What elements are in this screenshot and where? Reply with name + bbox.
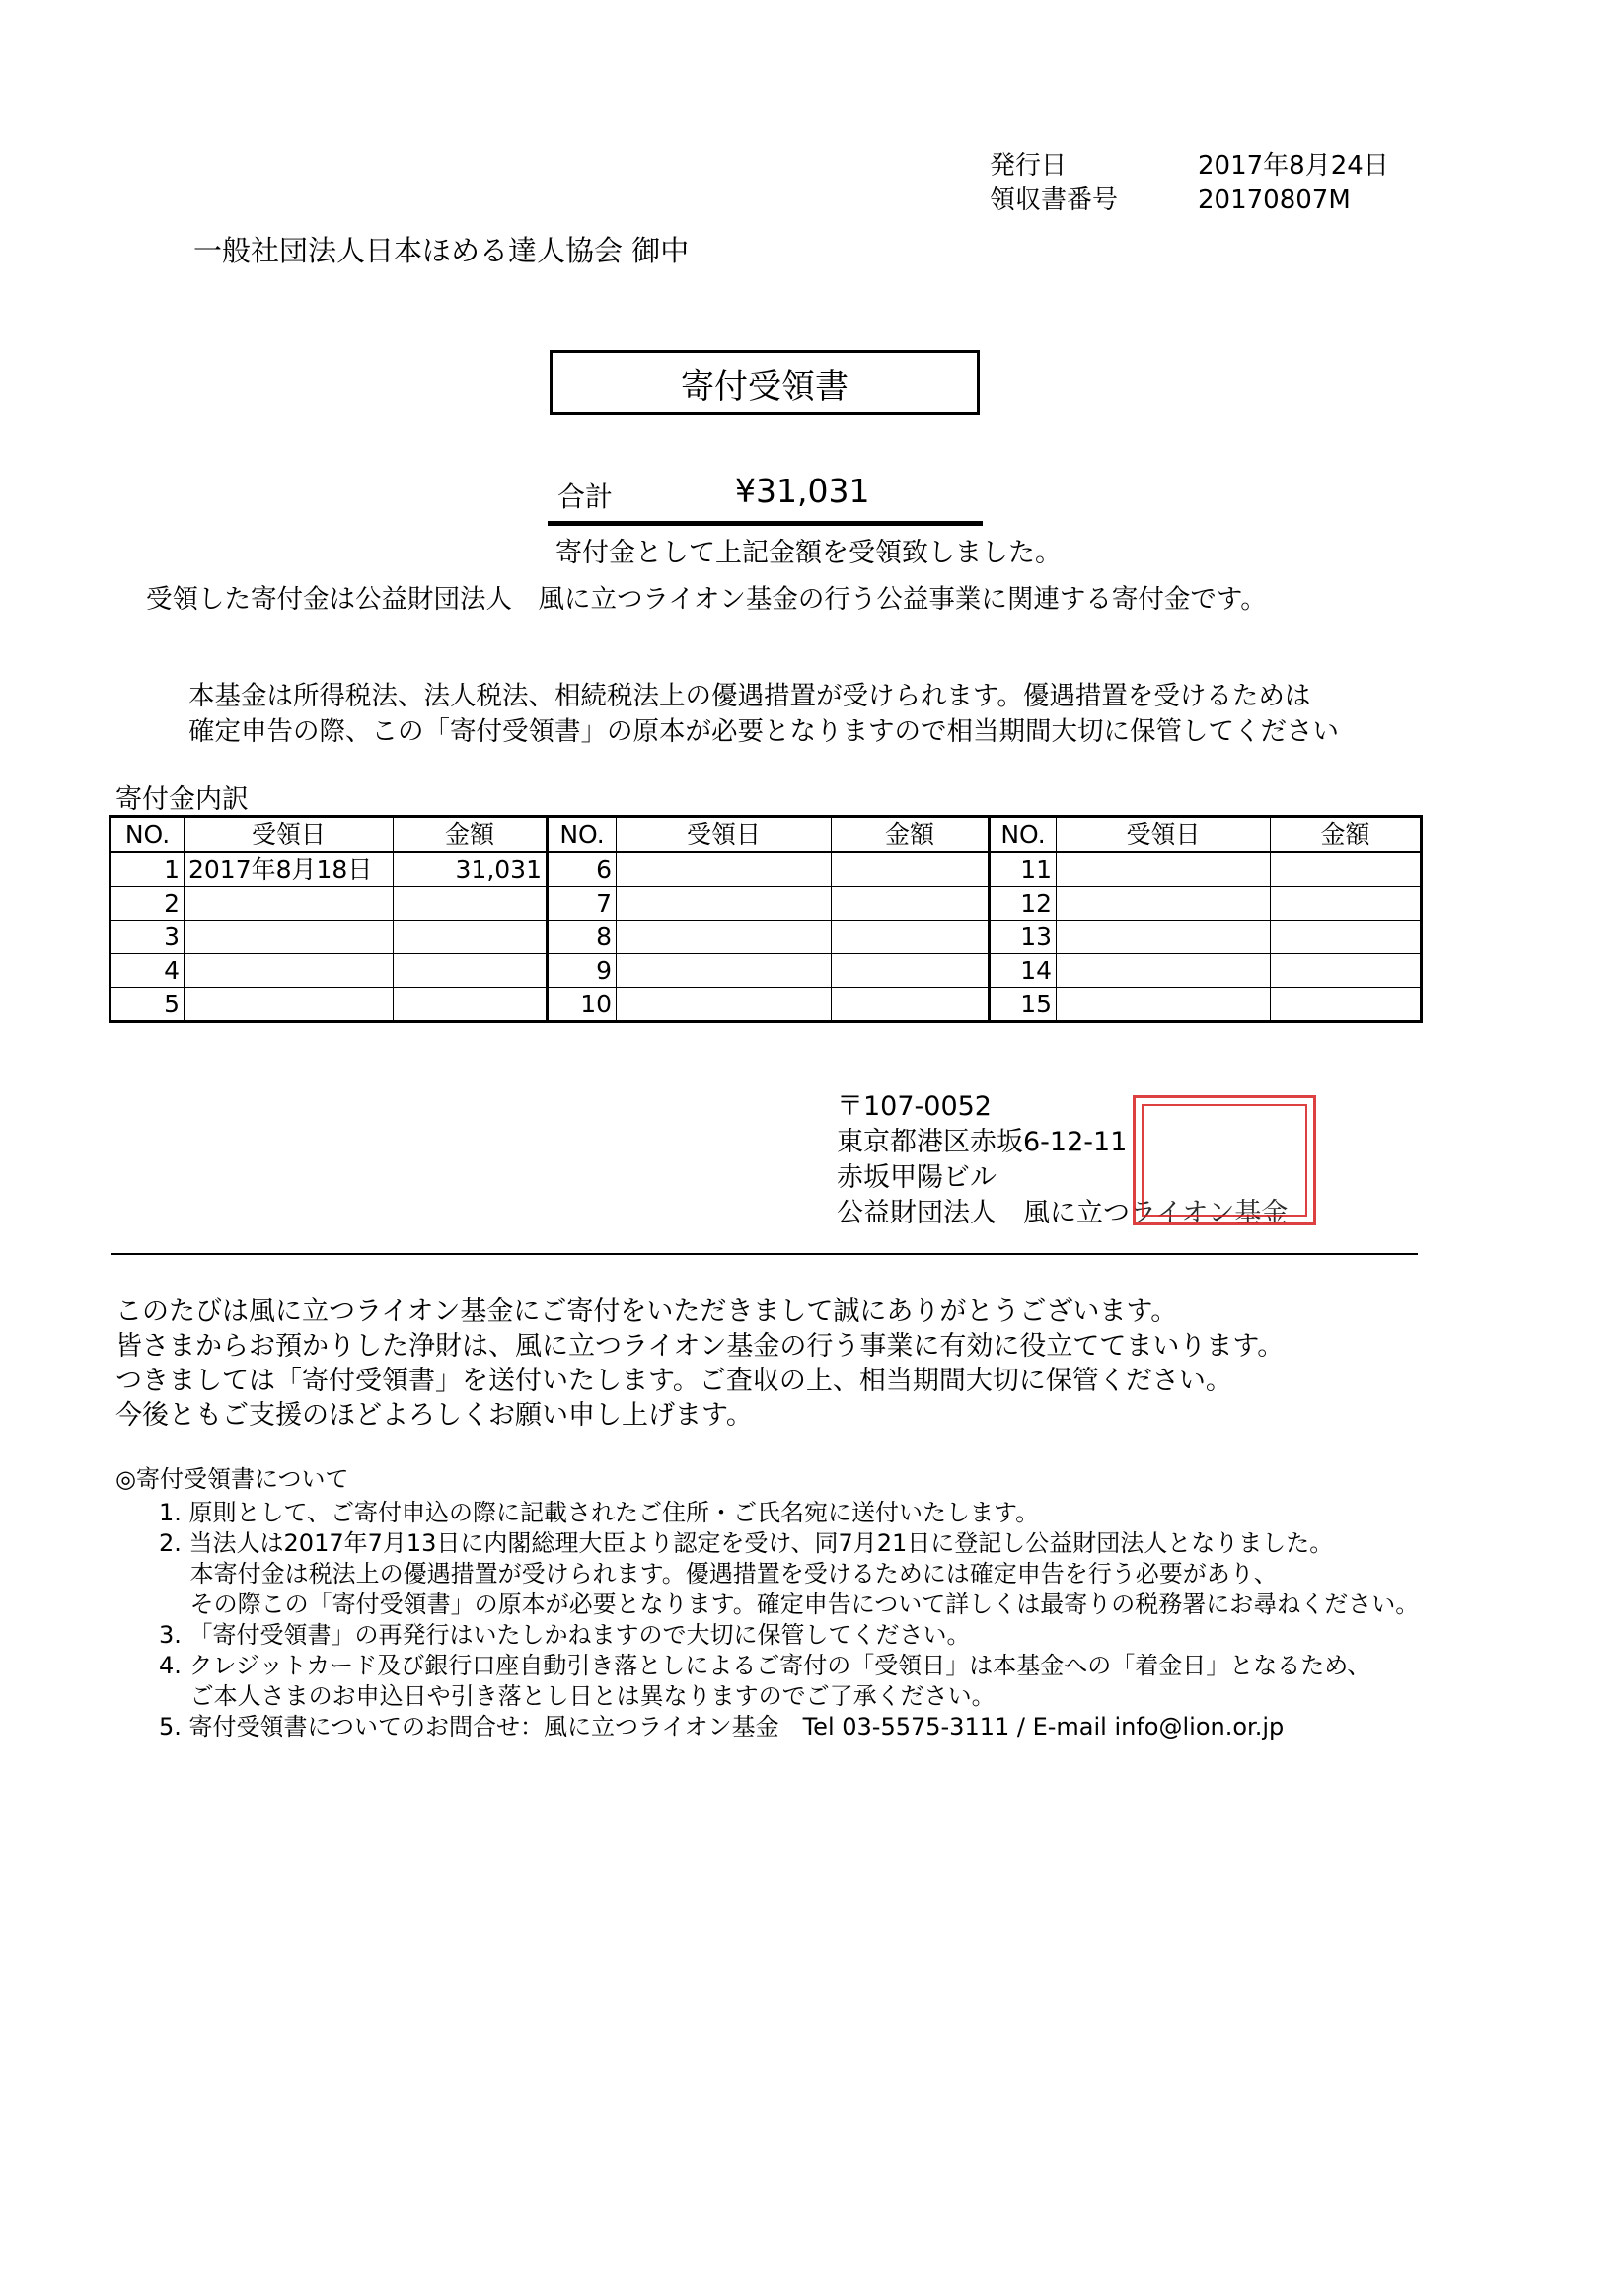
table-row bbox=[111, 988, 1422, 1022]
issuer-postal: 〒107-0052 bbox=[837, 1091, 992, 1122]
row-date bbox=[1057, 921, 1271, 954]
breakdown-header-row bbox=[111, 817, 1422, 852]
table-row bbox=[111, 921, 1422, 954]
table-row bbox=[111, 954, 1422, 988]
row-amount bbox=[832, 954, 990, 988]
header-no: NO. bbox=[990, 817, 1057, 852]
issuer-name: 公益財団法人 風に立つライオン基金 bbox=[837, 1198, 1289, 1228]
table-row bbox=[111, 852, 1422, 887]
row-no: 4 bbox=[111, 954, 185, 988]
header-no: NO. bbox=[548, 817, 617, 852]
row-date bbox=[617, 988, 832, 1022]
header-amount: 金額 bbox=[832, 817, 990, 852]
row-date bbox=[617, 887, 832, 921]
header-amount: 金額 bbox=[1271, 817, 1422, 852]
row-date bbox=[617, 954, 832, 988]
breakdown-table-wrap bbox=[109, 815, 1423, 1023]
header-no: NO. bbox=[111, 817, 185, 852]
note-item: 2. 当法人は2017年7月13日に内閣総理大臣より認定を受け、同7月21日に登記し公益財団法人となりました。 bbox=[159, 1529, 1334, 1557]
row-amount bbox=[1271, 921, 1422, 954]
total-amount: ¥31,031 bbox=[735, 472, 870, 510]
row-no: 14 bbox=[990, 954, 1057, 988]
row-amount bbox=[1271, 954, 1422, 988]
row-date: 2017年8月18日 bbox=[185, 852, 394, 887]
thanks-line-4: 今後ともご支援のほどよろしくお願い申し上げます。 bbox=[115, 1400, 753, 1431]
row-date bbox=[617, 921, 832, 954]
row-no: 11 bbox=[990, 852, 1057, 887]
row-no: 7 bbox=[548, 887, 617, 921]
statement-line-2: 受領した寄付金は公益財団法人 風に立つライオン基金の行う公益事業に関連する寄付金です。 bbox=[146, 584, 1267, 615]
row-date bbox=[617, 852, 832, 887]
issuer-building: 赤坂甲陽ビル bbox=[837, 1162, 997, 1193]
row-no: 3 bbox=[111, 921, 185, 954]
row-date bbox=[185, 921, 394, 954]
row-no: 8 bbox=[548, 921, 617, 954]
receipt-no: 20170807M bbox=[1198, 185, 1351, 215]
row-amount bbox=[832, 852, 990, 887]
note-item: その際この「寄付受領書」の原本が必要となります。確定申告について詳しくは最寄りの税務署にお尋ねください。 bbox=[159, 1591, 1420, 1618]
row-date bbox=[1057, 988, 1271, 1022]
row-amount bbox=[394, 988, 548, 1022]
total-label: 合計 bbox=[557, 481, 614, 513]
tax-note-line-1: 本基金は所得税法、法人税法、相続税法上の優遇措置が受けられます。優遇措置を受けるためは bbox=[188, 681, 1311, 711]
header-date: 受領日 bbox=[617, 817, 832, 852]
row-amount bbox=[1271, 988, 1422, 1022]
breakdown-title: 寄付金内訳 bbox=[115, 784, 249, 815]
thanks-line-3: つきましては「寄付受領書」を送付いたします。ご査収の上、相当期間大切に保管ください。 bbox=[115, 1366, 1232, 1396]
row-amount: 31,031 bbox=[394, 852, 548, 887]
seal-stamp-icon bbox=[1133, 1095, 1316, 1225]
breakdown-table bbox=[109, 815, 1423, 1023]
row-amount bbox=[832, 988, 990, 1022]
note-item: 3. 「寄付受領書」の再発行はいたしかねますので大切に保管してください。 bbox=[159, 1621, 971, 1649]
note-item: 本寄付金は税法上の優遇措置が受けられます。優遇措置を受けるためには確定申告を行う必要があり、 bbox=[159, 1560, 1278, 1588]
header-date: 受領日 bbox=[185, 817, 394, 852]
row-no: 13 bbox=[990, 921, 1057, 954]
row-amount bbox=[832, 921, 990, 954]
row-no: 5 bbox=[111, 988, 185, 1022]
issuer-address: 東京都港区赤坂6-12-11 bbox=[837, 1127, 1128, 1157]
row-no: 12 bbox=[990, 887, 1057, 921]
row-date bbox=[1057, 887, 1271, 921]
thanks-line-1: このたびは風に立つライオン基金にご寄付をいただきまして誠にありがとうございます。 bbox=[115, 1296, 1178, 1327]
row-date bbox=[1057, 852, 1271, 887]
recipient-name: 一般社団法人日本ほめる達人協会 御中 bbox=[193, 234, 690, 267]
row-no: 15 bbox=[990, 988, 1057, 1022]
statement-line-1: 寄付金として上記金額を受領致しました。 bbox=[555, 538, 1062, 568]
row-amount bbox=[394, 921, 548, 954]
row-no: 9 bbox=[548, 954, 617, 988]
row-amount bbox=[1271, 852, 1422, 887]
row-no: 1 bbox=[111, 852, 185, 887]
document-title-text: 寄付受領書 bbox=[681, 366, 849, 407]
document-title bbox=[550, 350, 980, 415]
total-underline bbox=[548, 521, 983, 526]
row-amount bbox=[1271, 887, 1422, 921]
issue-date-label: 発行日 bbox=[990, 151, 1068, 181]
table-row bbox=[111, 887, 1422, 921]
section-divider bbox=[111, 1253, 1418, 1255]
row-date bbox=[185, 988, 394, 1022]
row-date bbox=[1057, 954, 1271, 988]
issue-date: 2017年8月24日 bbox=[1198, 151, 1389, 181]
header-amount: 金額 bbox=[394, 817, 548, 852]
row-amount bbox=[832, 887, 990, 921]
row-no: 2 bbox=[111, 887, 185, 921]
note-item: 4. クレジットカード及び銀行口座自動引き落としによるご寄付の「受領日」は本基金への「着金日」となるため、 bbox=[159, 1652, 1371, 1679]
row-date bbox=[185, 954, 394, 988]
header-date: 受領日 bbox=[1057, 817, 1271, 852]
notes-heading: ◎寄付受領書について bbox=[115, 1465, 349, 1493]
receipt-no-label: 領収書番号 bbox=[990, 185, 1119, 215]
note-item: ご本人さまのお申込日や引き落とし日とは異なりますのでご了承ください。 bbox=[159, 1682, 996, 1710]
note-item: 1. 原則として、ご寄付申込の際に記載されたご住所・ご氏名宛に送付いたします。 bbox=[159, 1499, 1040, 1526]
note-item: 5. 寄付受領書についてのお問合せ：風に立つライオン基金 Tel 03-5575-3111 / E-mail info@lion.or.jp bbox=[159, 1713, 1285, 1741]
seal-inner-frame bbox=[1142, 1104, 1307, 1217]
row-amount bbox=[394, 887, 548, 921]
row-no: 10 bbox=[548, 988, 617, 1022]
row-date bbox=[185, 887, 394, 921]
tax-note-line-2: 確定申告の際、この「寄付受領書」の原本が必要となりますので相当期間大切に保管してください bbox=[188, 716, 1339, 747]
thanks-line-2: 皆さまからお預かりした浄財は、風に立つライオン基金の行う事業に有効に役立ててまいります。 bbox=[115, 1331, 1285, 1362]
row-amount bbox=[394, 954, 548, 988]
notes-list bbox=[159, 1498, 1419, 1742]
row-no: 6 bbox=[548, 852, 617, 887]
